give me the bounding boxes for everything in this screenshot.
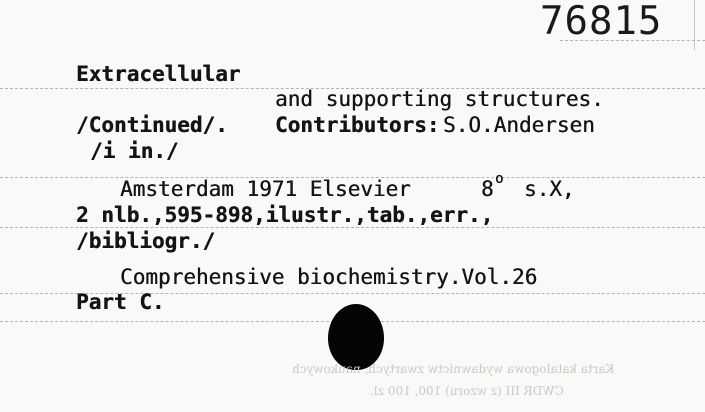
show-through-text: CWDR III (z wzoru) 100, 100 zl. [370,384,564,398]
card-number: 76815 [540,0,663,44]
format: 8 [481,177,494,201]
contributors-names: S.O.Andersen [443,113,595,137]
format-rest: s.X, [524,177,575,201]
continued-note: /Continued/. [76,113,228,137]
card-edge-line [694,0,695,50]
title-line: and supporting structures. [275,87,604,111]
imprint: Amsterdam 1971 Elsevier [120,177,411,201]
contributors-label: Contributors: [275,113,440,137]
format-sup: o [495,171,504,187]
collation: 2 nlb.,595-898,ilustr.,tab.,err., [76,203,494,227]
ruled-line [0,227,705,228]
notes: /bibliogr./ [76,229,216,253]
extra-note: /i in./ [90,139,179,163]
series-part: Part C. [76,290,165,314]
show-through-text: Karta katalogowa wydawnictw zwartych, naukowych [292,362,615,376]
heading: Extracellular [76,62,241,86]
series: Comprehensive biochemistry.Vol.26 [120,265,538,289]
punch-hole [328,304,384,370]
ruled-line [560,40,705,41]
